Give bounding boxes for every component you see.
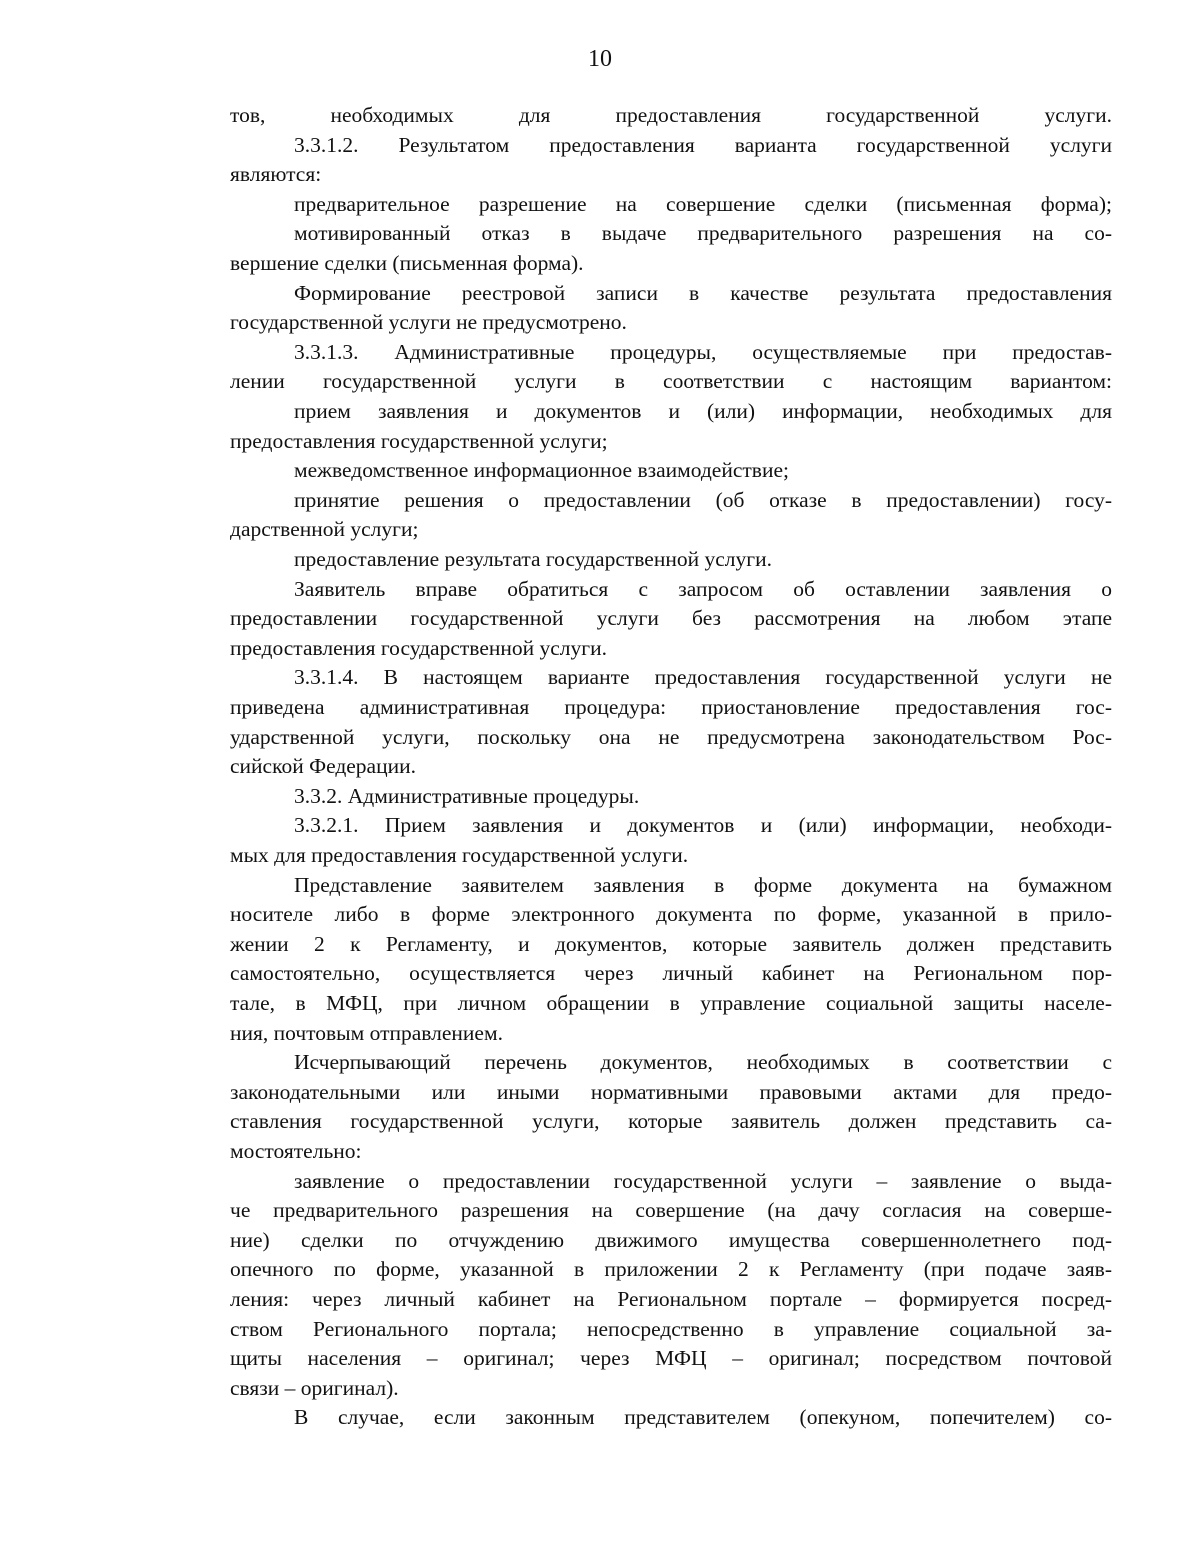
text-line: тале, в МФЦ, при личном обращении в управление социальной защиты населе-	[230, 991, 1112, 1015]
text-line: связи – оригинал).	[230, 1376, 399, 1400]
text-line: приведена административная процедура: приостановление предоставления гос-	[230, 695, 1112, 719]
text-line: межведомственное информационное взаимодействие;	[294, 458, 789, 482]
text-line: сийской Федерации.	[230, 754, 416, 778]
text-line: принятие решения о предоставлении (об отказе в предоставлении) госу-	[294, 488, 1112, 512]
text-line: предоставлении государственной услуги без рассмотрения на любом этапе	[230, 606, 1112, 630]
text-line: являются:	[230, 162, 322, 186]
text-line: жении 2 к Регламенту, и документов, которые заявитель должен представить	[230, 932, 1112, 956]
text-line: предоставления государственной услуги;	[230, 429, 608, 453]
text-line: 3.3.1.2. Результатом предоставления варианта государственной услуги	[294, 133, 1112, 157]
text-line: предварительное разрешение на совершение сделки (письменная форма);	[294, 192, 1112, 216]
text-line: 3.3.1.3. Административные процедуры, осуществляемые при предостав-	[294, 340, 1112, 364]
text-line: мостоятельно:	[230, 1139, 362, 1163]
text-line: прием заявления и документов и (или) информации, необходимых для	[294, 399, 1112, 423]
text-line: 3.3.2.1. Прием заявления и документов и (или) информации, необходи-	[294, 813, 1112, 837]
text-line: тов, необходимых для предоставления государственной услуги.	[230, 103, 1112, 127]
text-line: самостоятельно, осуществляется через личный кабинет на Региональном пор-	[230, 961, 1112, 985]
text-line: предоставление результата государственной услуги.	[294, 547, 772, 571]
text-line: ния, почтовым отправлением.	[230, 1021, 503, 1045]
text-line: государственной услуги не предусмотрено.	[230, 310, 627, 334]
text-line: дарственной услуги;	[230, 517, 419, 541]
text-line: заявление о предоставлении государственной услуги – заявление о выда-	[294, 1169, 1112, 1193]
text-line: Представление заявителем заявления в форме документа на бумажном	[294, 873, 1112, 897]
text-line: ством Регионального портала; непосредственно в управление социальной за-	[230, 1317, 1112, 1341]
text-line: законодательными или иными нормативными правовыми актами для предо-	[230, 1080, 1112, 1104]
page-number: 10	[588, 46, 612, 72]
text-line: ставления государственной услуги, которые заявитель должен представить са-	[230, 1109, 1112, 1133]
text-line: лении государственной услуги в соответствии с настоящим вариантом:	[230, 369, 1112, 393]
text-line: Исчерпывающий перечень документов, необходимых в соответствии с	[294, 1050, 1112, 1074]
text-line: носителе либо в форме электронного документа по форме, указанной в прило-	[230, 902, 1112, 926]
text-line: ударственной услуги, поскольку она не предусмотрена законодательством Рос-	[230, 725, 1112, 749]
text-line: мых для предоставления государственной услуги.	[230, 843, 689, 867]
text-line: Формирование реестровой записи в качестве результата предоставления	[294, 281, 1112, 305]
text-line: предоставления государственной услуги.	[230, 636, 607, 660]
text-line: 3.3.2. Административные процедуры.	[294, 784, 640, 808]
text-line: мотивированный отказ в выдаче предварительного разрешения на со-	[294, 221, 1112, 245]
text-line: вершение сделки (письменная форма).	[230, 251, 584, 275]
text-line: В случае, если законным представителем (опекуном, попечителем) со-	[294, 1405, 1112, 1429]
text-line: ние) сделки по отчуждению движимого имущества совершеннолетнего под-	[230, 1228, 1112, 1252]
text-line: опечного по форме, указанной в приложении 2 к Регламенту (при подаче заяв-	[230, 1257, 1112, 1281]
text-line: Заявитель вправе обратиться с запросом об оставлении заявления о	[294, 577, 1112, 601]
text-line: ления: через личный кабинет на Региональном портале – формируется посред-	[230, 1287, 1112, 1311]
text-line: щиты населения – оригинал; через МФЦ – оригинал; посредством почтовой	[230, 1346, 1112, 1370]
text-line: 3.3.1.4. В настоящем варианте предоставления государственной услуги не	[294, 665, 1112, 689]
text-line: че предварительного разрешения на совершение (на дачу согласия на соверше-	[230, 1198, 1112, 1222]
